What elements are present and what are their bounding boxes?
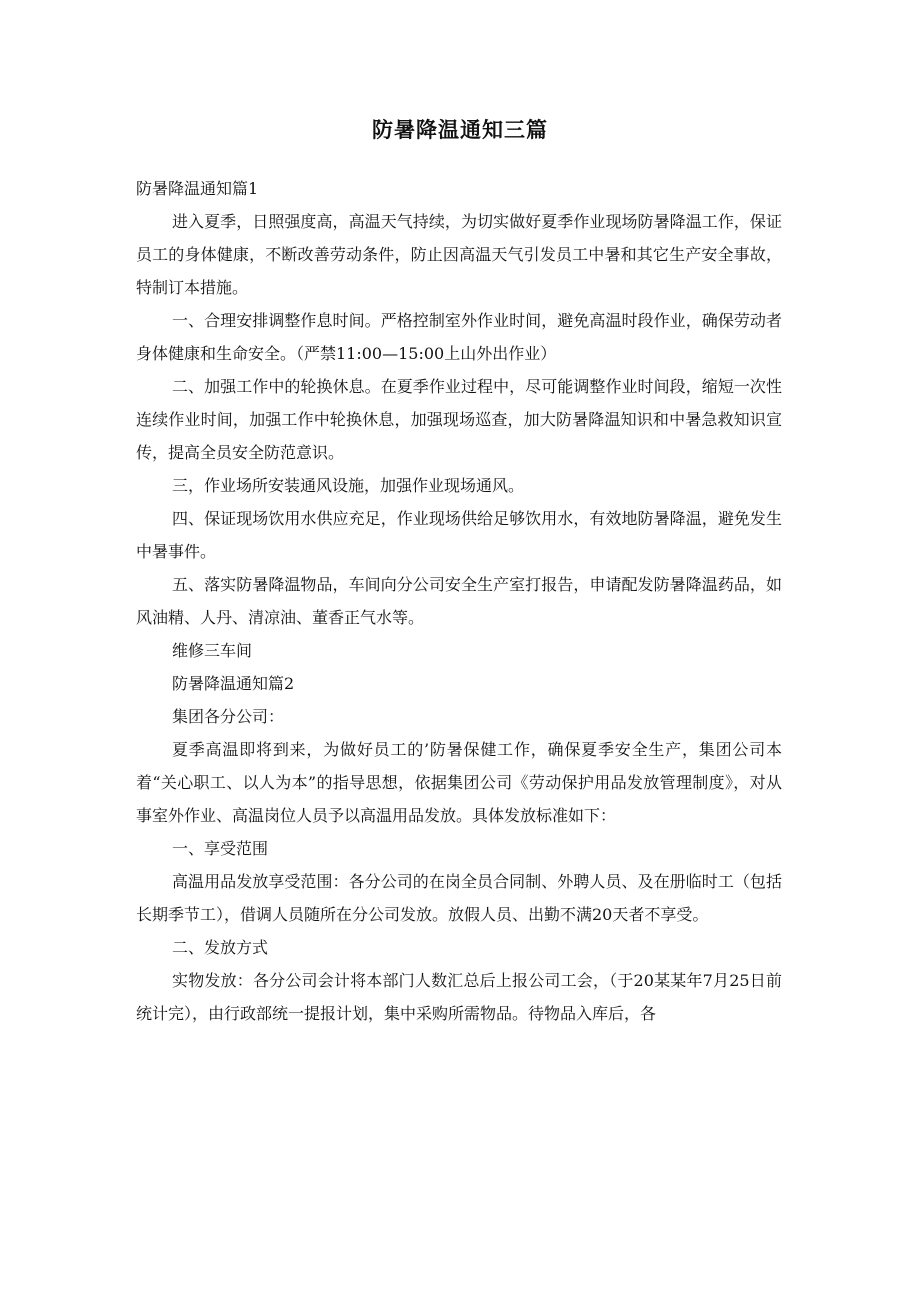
paragraph: 三，作业场所安装通风设施，加强作业现场通风。	[172, 476, 525, 495]
paragraph: 高温用品发放享受范围：各分公司的在岗全员合同制、外聘人员、及在册临时工（包括长期季节工），借调人员随所在分公司发放。放假人员、出勤不满20天者不享受。	[136, 872, 782, 924]
document-body	[136, 172, 782, 1030]
paragraph: 二、加强工作中的轮换休息。在夏季作业过程中，尽可能调整作业时间段，缩短一次性连续作业时间，加强工作中轮换休息，加强现场巡查，加大防暑降温知识和中暑急救知识宣传，提高全员安全防范意识。	[136, 377, 782, 462]
paragraph: 夏季高温即将到来，为做好员工的’防暑保健工作，确保夏季安全生产，集团公司本着“关心职工、以人为本”的指导思想，依据集团公司《劳动保护用品发放管理制度》，对从事室外作业、高温岗位人员予以高温用品发放。具体发放标准如下：	[136, 740, 782, 825]
paragraph: 维修三车间	[172, 641, 253, 660]
paragraph: 集团各分公司：	[172, 707, 285, 726]
paragraph: 一、合理安排调整作息时间。严格控制室外作业时间，避免高温时段作业，确保劳动者身体健康和生命安全。（严禁11:00—15:00上山外出作业）	[136, 311, 782, 363]
paragraph: 防暑降温通知篇2	[172, 674, 295, 693]
paragraph: 五、落实防暑降温物品，车间向分公司安全生产室打报告，申请配发防暑降温药品，如风油精、人丹、清凉油、董香正气水等。	[136, 575, 782, 627]
paragraph: 二、发放方式	[172, 938, 269, 957]
paragraph: 四、保证现场饮用水供应充足，作业现场供给足够饮用水，有效地防暑降温，避免发生中暑事件。	[136, 509, 782, 561]
paragraph: 防暑降温通知篇1	[136, 179, 259, 198]
paragraph: 实物发放：各分公司会计将本部门人数汇总后上报公司工会，（于20某某年7月25日前统计完），由行政部统一提报计划，集中采购所需物品。待物品入库后，各	[136, 971, 782, 1023]
document-title: 防暑降温通知三篇	[372, 118, 548, 142]
paragraph: 进入夏季，日照强度高，高温天气持续，为切实做好夏季作业现场防暑降温工作，保证员工的身体健康，不断改善劳动条件，防止因高温天气引发员工中暑和其它生产安全事故，特制订本措施。	[136, 212, 782, 297]
paragraph: 一、享受范围	[172, 839, 269, 858]
